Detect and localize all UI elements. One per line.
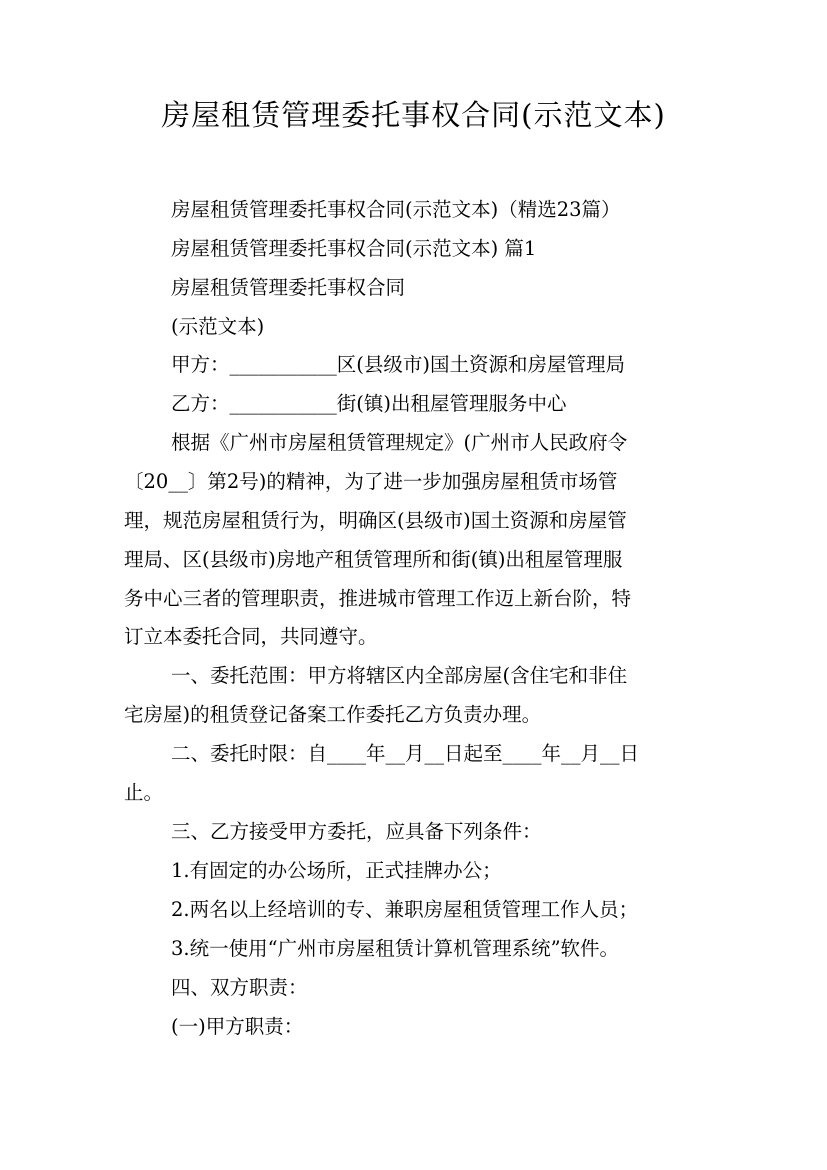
paragraph-line: 订立本委托合同，共同遵守。 bbox=[124, 625, 378, 648]
paragraph-line: 二、委托时限：自____年__月__日起至____年__月__日 bbox=[171, 742, 640, 765]
paragraph-line: (示范文本) bbox=[171, 315, 265, 338]
paragraph-line: 根据《广州市房屋租赁管理规定》(广州市人民政府令 bbox=[171, 431, 628, 454]
paragraph-line: 1.有固定的办公场所，正式挂牌办公； bbox=[171, 859, 502, 882]
paragraph-line: 〔20__〕第2号)的精神，为了进一步加强房屋租赁市场管 bbox=[124, 470, 618, 493]
paragraph-line: 宅房屋)的租赁登记备案工作委托乙方负责办理。 bbox=[124, 703, 542, 726]
paragraph-line: 务中心三者的管理职责，推进城市管理工作迈上新台阶，特 bbox=[124, 587, 632, 610]
paragraph-line: 止。 bbox=[124, 781, 164, 804]
paragraph-line: 乙方：___________街(镇)出租屋管理服务中心 bbox=[171, 392, 567, 415]
document-title: 房屋租赁管理委托事权合同(示范文本) bbox=[161, 98, 666, 132]
paragraph-line: 四、双方职责： bbox=[171, 976, 308, 999]
paragraph-line: 房屋租赁管理委托事权合同(示范文本)（精选23篇） bbox=[171, 198, 621, 221]
paragraph-line: 理局、区(县级市)房地产租赁管理所和街(镇)出租屋管理服 bbox=[124, 548, 623, 571]
paragraph-line: 房屋租赁管理委托事权合同(示范文本) 篇1 bbox=[171, 237, 537, 260]
paragraph-line: (一)甲方职责： bbox=[171, 1015, 304, 1038]
paragraph-line: 房屋租赁管理委托事权合同 bbox=[171, 276, 406, 299]
paragraph-line: 一、委托范围：甲方将辖区内全部房屋(含住宅和非住 bbox=[171, 664, 628, 687]
paragraph-line: 3.统一使用“广州市房屋租赁计算机管理系统”软件。 bbox=[171, 937, 620, 960]
paragraph-line: 2.两名以上经培训的专、兼职房屋租赁管理工作人员； bbox=[171, 898, 639, 921]
paragraph-line: 三、乙方接受甲方委托，应具备下列条件： bbox=[171, 820, 542, 843]
paragraph-line: 甲方：___________区(县级市)国土资源和房屋管理局 bbox=[171, 353, 625, 376]
paragraph-line: 理，规范房屋租赁行为，明确区(县级市)国土资源和房屋管 bbox=[124, 509, 627, 532]
